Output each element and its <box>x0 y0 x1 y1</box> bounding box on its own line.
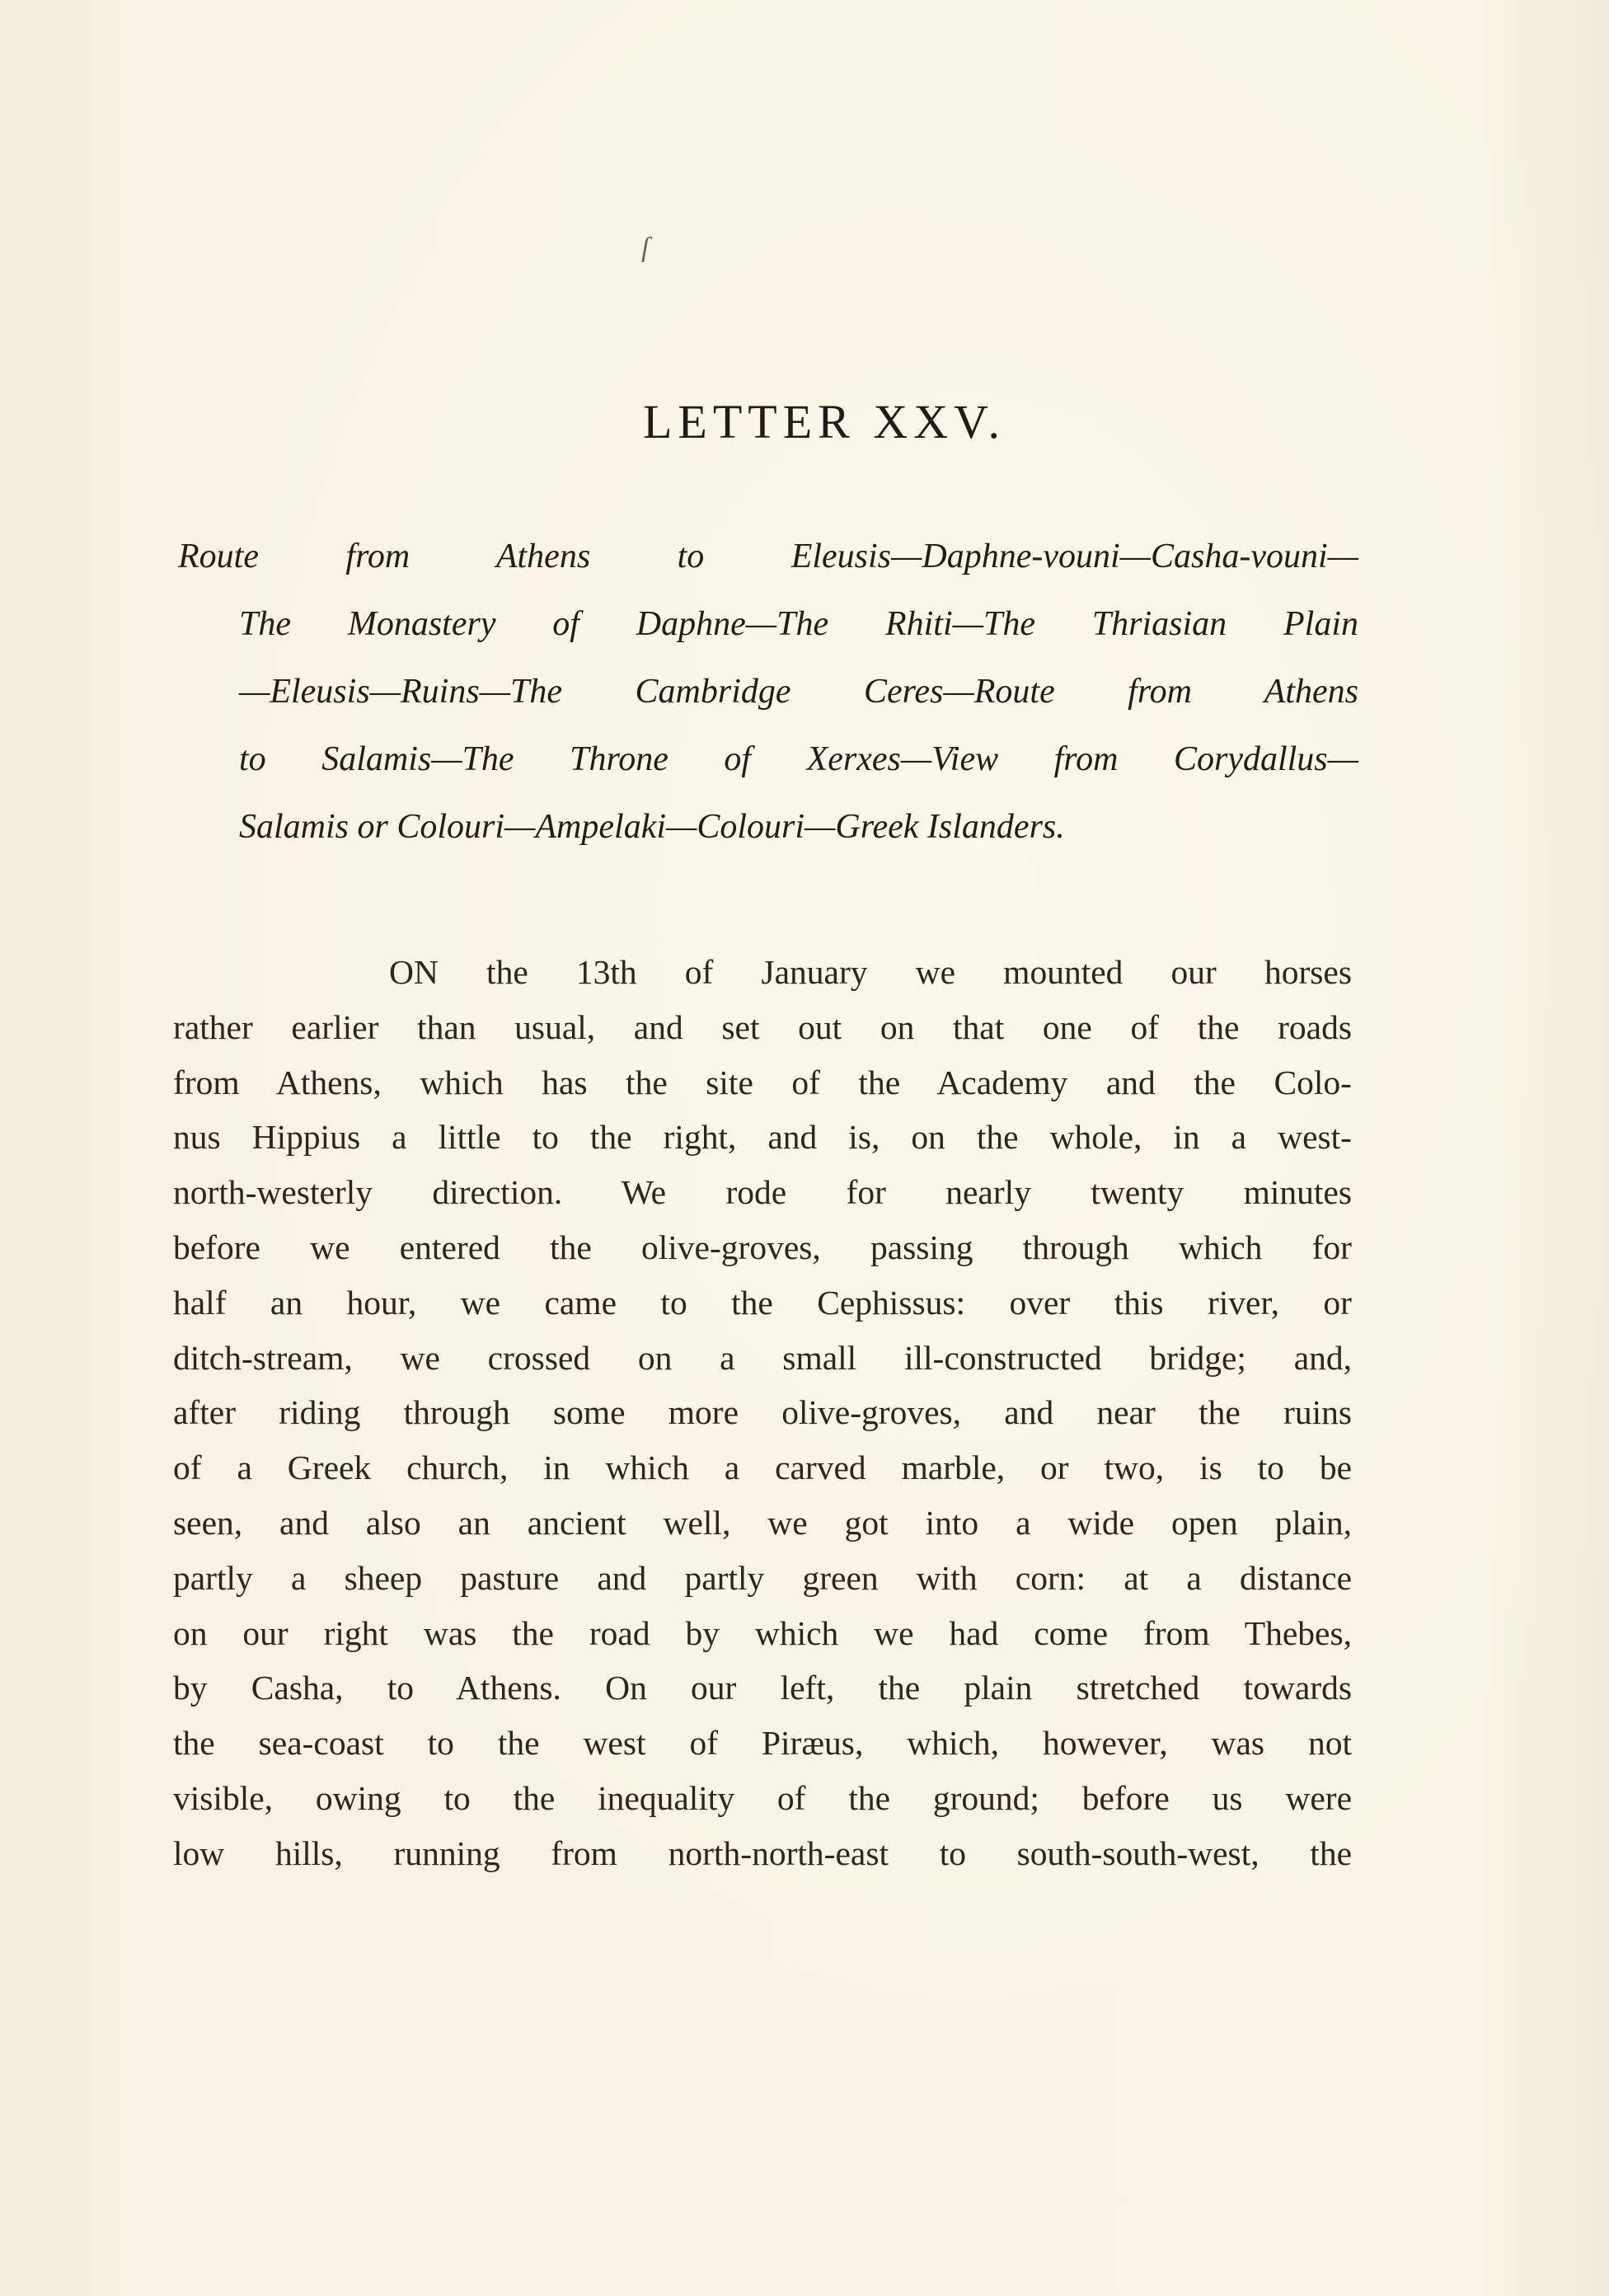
body-line: by Casha, to Athens. On our left, the plain stretched towards <box>173 1669 1352 1707</box>
body-line: ON the 13th of January we mounted our horses <box>389 953 1352 991</box>
body-line: partly a sheep pasture and partly green with corn: at a distance <box>173 1558 1352 1597</box>
body-line: nus Hippius a little to the right, and is, on the whole, in a west- <box>173 1118 1352 1157</box>
body-line: rather earlier than usual, and set out on that one of the roads <box>173 1007 1352 1046</box>
summary-line: Salamis or Colouri—Ampelaki—Colouri—Greek Islanders. <box>239 808 1065 846</box>
summary-line: The Monastery of Daphne—The Rhiti—The Thriasian Plain <box>239 605 1358 643</box>
body-line: ditch-stream, we crossed on a small ill-constructed bridge; and, <box>173 1338 1352 1377</box>
chapter-title <box>0 394 1609 449</box>
body-line: on our right was the road by which we had come from Thebes, <box>173 1613 1352 1652</box>
chapter-summary <box>178 523 1358 861</box>
summary-line: Route from Athens to Eleusis—Daphne-vouni—Casha-vouni— <box>178 538 1358 575</box>
summary-line: —Eleusis—Ruins—The Cambridge Ceres—Route from Athens <box>239 673 1358 711</box>
body-paragraph <box>173 945 1352 1881</box>
body-line: visible, owing to the inequality of the ground; before us were <box>173 1778 1352 1817</box>
page-mark: ſ <box>641 232 650 263</box>
body-line: of a Greek church, in which a carved marble, or two, is to be <box>173 1448 1352 1487</box>
body-line: before we entered the olive-groves, passing through which for <box>173 1228 1352 1266</box>
body-line: after riding through some more olive-groves, and near the ruins <box>173 1393 1352 1432</box>
body-line: from Athens, which has the site of the Academy and the Colo- <box>173 1063 1352 1101</box>
body-line: low hills, running from north-north-east to south-south-west, the <box>173 1834 1352 1872</box>
body-line: seen, and also an ancient well, we got into a wide open plain, <box>173 1503 1352 1542</box>
body-line: the sea-coast to the west of Piræus, which, however, was not <box>173 1724 1352 1763</box>
chapter-title-text: LETTER XXV. <box>642 395 1006 448</box>
body-line: half an hour, we came to the Cephissus: over this river, or <box>173 1283 1352 1322</box>
body-line: north-westerly direction. We rode for nearly twenty minutes <box>173 1173 1352 1212</box>
summary-line: to Salamis—The Throne of Xerxes—View from Corydallus— <box>239 740 1358 778</box>
